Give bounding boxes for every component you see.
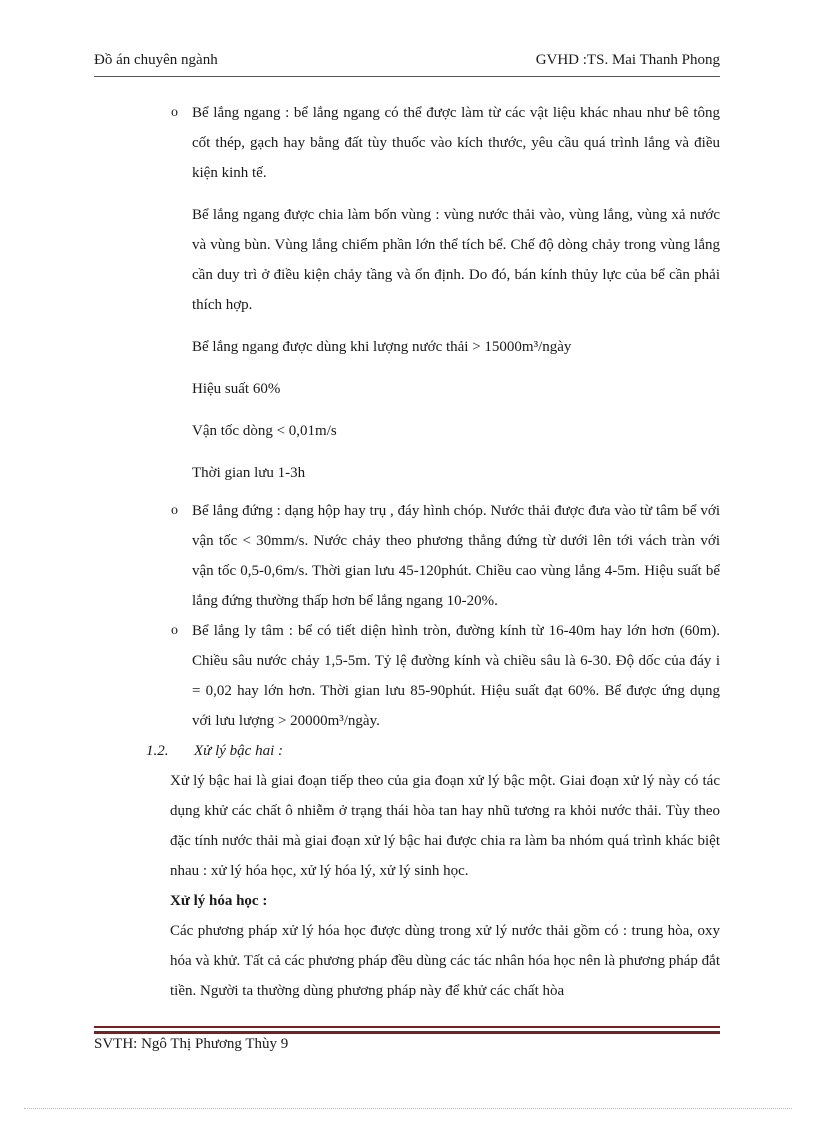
section-number: 1.2. — [146, 743, 169, 759]
paragraph-retention-time: Thời gian lưu 1-3h — [192, 465, 306, 481]
section-intro: Xử lý bậc hai là giai đoạn tiếp theo của gia đoạn xử lý bậc một. Giai đoạn xử lý này có tác dụng khử các chất ô nhiễm ở trạng thái hòa tan hay nhũ tương ra khỏi nước thải. Tùy theo đặc tính nước thải mà giai đoạn xử lý bậc hai được chia ra làm ba nhóm quá trình khác biệt nhau : xử lý hóa học, xử lý hóa lý, xử lý sinh học. — [170, 773, 720, 879]
page-header — [94, 52, 720, 74]
list-item-text: Bể lắng ly tâm : bể có tiết diện hình tròn, đường kính từ 16-40m hay lớn hơn (60m). Chiều sâu nước chảy 1,5-5m. Tỷ lệ đường kính và chiều sâu là 6-30. Độ dốc của đáy i = 0,02 hay lớn hơn. Thời gian lưu 85-90phút. Hiệu suất đạt 60%. Bể được ứng dụng với lưu lượng > 20000m³/ngày. — [192, 623, 720, 729]
list-item-vertical-tank — [94, 496, 720, 616]
bullet-marker: o — [171, 105, 178, 120]
paragraph-tank-zones: Bể lắng ngang được chia làm bốn vùng : vùng nước thải vào, vùng lắng, vùng xả nước và vùng bùn. Vùng lắng chiếm phần lớn thể tích bể. Chế độ dòng chảy trong vùng lắng cần duy trì ở điều kiện chảy tầng và ổn định. Do đó, bán kính thủy lực của bể cần phải thích hợp. — [192, 207, 720, 313]
paragraph-velocity: Vận tốc dòng < 0,01m/s — [192, 423, 337, 439]
section-heading — [94, 736, 720, 766]
paragraph-efficiency: Hiệu suất 60% — [192, 381, 281, 397]
bullet-marker: o — [171, 623, 178, 638]
page-content — [94, 98, 720, 1006]
paragraph-flow-condition: Bể lắng ngang được dùng khi lượng nước thải > 15000m³/ngày — [192, 339, 572, 355]
list-item-horizontal-tank — [94, 98, 720, 188]
list-item-text: Bể lắng đứng : dạng hộp hay trụ , đáy hình chóp. Nước thải được đưa vào từ tâm bể với vận tốc < 30mm/s. Nước chảy theo phương thẳng đứng từ dưới lên tới vách tràn với vận tốc 0,5-0,6m/s. Thời gian lưu 45-120phút. Chiều cao vùng lắng 4-5m. Hiệu suất bể lắng đứng thường thấp hơn bể lắng ngang 10-20%. — [192, 503, 720, 609]
header-course-title: Đồ án chuyên ngành — [94, 52, 218, 68]
page-footer: SVTH: Ngô Thị Phương Thùy 9 — [94, 1036, 289, 1052]
bullet-marker: o — [171, 503, 178, 518]
list-item-radial-tank — [94, 616, 720, 736]
header-divider — [94, 76, 720, 77]
subsection-body: Các phương pháp xử lý hóa học được dùng trong xử lý nước thải gồm có : trung hòa, oxy hóa và khử. Tất cả các phương pháp đều dùng các tác nhân hóa học nên là phương pháp đắt tiền. Người ta thường dùng phương pháp này để khử các chất hòa — [170, 923, 720, 999]
header-supervisor: GVHD :TS. Mai Thanh Phong — [535, 52, 720, 68]
list-item-text: Bể lắng ngang : bể lắng ngang có thể được làm từ các vật liệu khác nhau như bê tông cốt thép, gạch hay bằng đất tùy thuốc vào kích thước, yêu cầu quá trình lắng và điều kiện kinh tế. — [192, 105, 720, 181]
subsection-heading: Xử lý hóa học : — [170, 893, 268, 909]
footer-divider-thin — [94, 1026, 720, 1028]
section-title: Xử lý bậc hai : — [194, 743, 283, 759]
page-boundary-line — [24, 1108, 792, 1109]
footer-divider-thick — [94, 1031, 720, 1034]
